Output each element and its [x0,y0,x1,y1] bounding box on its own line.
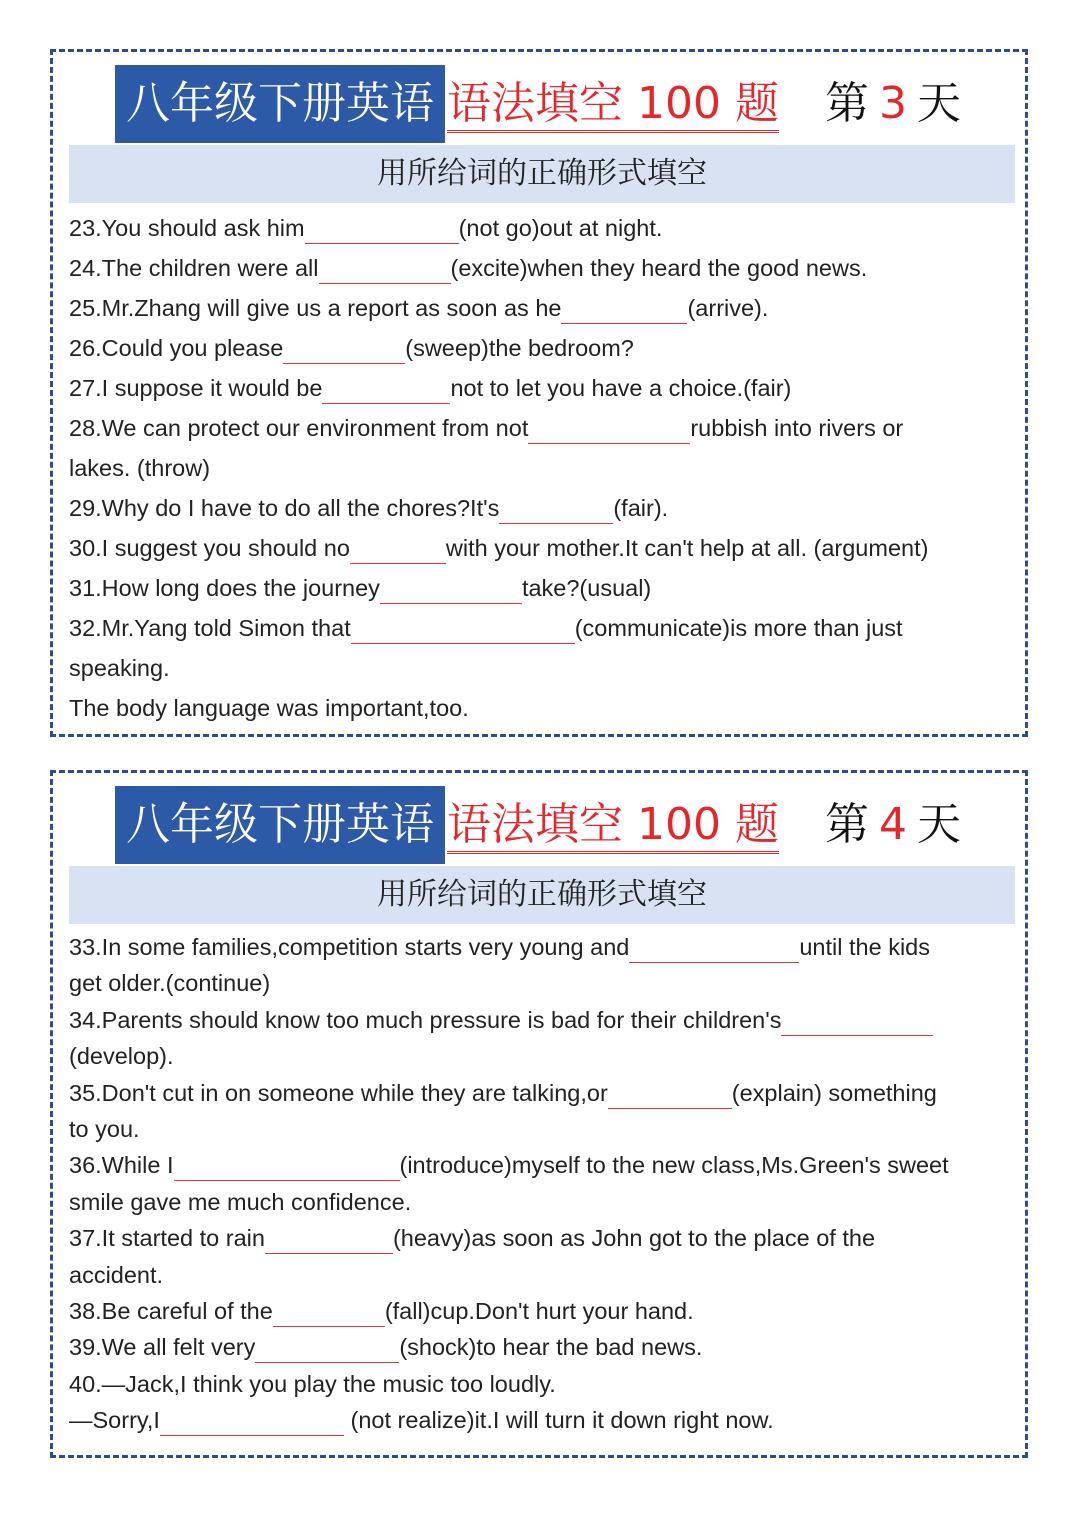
question-line: 32.Mr.Yang told Simon that (communicate)is more than just [69,608,1015,648]
question-line: —Sorry,I (not realize)it.I will turn it down right now. [69,1402,1015,1438]
answer-blank[interactable] [322,377,450,404]
question-line: (develop). [69,1043,174,1070]
title-blue: 八年级下册英语 [115,65,445,143]
answer-blank[interactable] [174,1154,400,1181]
question-line: 37.It started to rain (heavy)as soon as John got to the place of the [69,1220,1015,1256]
question-line: lakes. (throw) [69,455,211,481]
answer-blank[interactable] [499,497,613,524]
card-header [115,65,1015,143]
question-line: 28.We can protect our environment from not rubbish into rivers or [69,408,1015,448]
answer-blank[interactable] [608,1082,732,1109]
day-label: 第 4 天 [825,799,961,850]
instruction-banner: 用所给词的正确形式填空 [69,866,1015,924]
answer-blank[interactable] [265,1227,393,1254]
question-line: 26.Could you please (sweep)the bedroom? [69,328,1015,368]
question-line: 24.The children were all (excite)when they heard the good news. [69,248,1015,288]
answer-blank[interactable] [350,537,446,564]
title-blue: 八年级下册英语 [115,786,445,864]
question-line: speaking. [69,655,170,681]
title-red: 语法填空 100 题 [447,786,779,864]
question-line: to you. [69,1115,140,1142]
instruction-banner: 用所给词的正确形式填空 [69,145,1015,203]
question-line: 27.I suppose it would be not to let you have a choice.(fair) [69,368,1015,408]
answer-blank[interactable] [160,1409,344,1436]
question-line: The body language was important,too. [69,695,469,721]
question-line: 40.—Jack,I think you play the music too loudly. [69,1370,556,1397]
question-line: 33.In some families,competition starts very young and until the kids [69,929,1015,965]
question-line: 30.I suggest you should no with your mother.It can't help at all. (argument) [69,528,1015,568]
answer-blank[interactable] [781,1009,933,1036]
answer-blank[interactable] [273,1300,385,1327]
question-line: smile gave me much confidence. [69,1188,412,1215]
card-header [115,786,1015,864]
question-line: 25.Mr.Zhang will give us a report as soon as he (arrive). [69,288,1015,328]
question-line: 31.How long does the journey take?(usual) [69,568,1015,608]
answer-blank[interactable] [319,257,451,284]
answer-blank[interactable] [351,617,575,644]
answer-blank[interactable] [561,297,687,324]
answer-blank[interactable] [380,577,522,604]
question-line: 35.Don't cut in on someone while they are talking,or (explain) something [69,1075,1015,1111]
question-line: 23.You should ask him (not go)out at night. [69,208,1015,248]
day-number: 4 [879,799,907,850]
question-line: 39.We all felt very (shock)to hear the bad news. [69,1329,1015,1365]
question-line: 36.While I (introduce)myself to the new class,Ms.Green's sweet [69,1147,1015,1183]
answer-blank[interactable] [629,936,799,963]
answer-blank[interactable] [283,337,405,364]
day-number: 3 [879,78,907,129]
question-list [69,208,1015,728]
answer-blank[interactable] [528,417,690,444]
answer-blank[interactable] [305,217,459,244]
answer-blank[interactable] [255,1336,399,1363]
question-list [69,929,1015,1438]
question-line: accident. [69,1261,164,1288]
question-line: 38.Be careful of the (fall)cup.Don't hurt your hand. [69,1293,1015,1329]
day-label: 第 3 天 [825,78,961,129]
exercise-card-day-4 [50,770,1028,1458]
question-line: 29.Why do I have to do all the chores?It's (fair). [69,488,1015,528]
exercise-card-day-3 [50,49,1028,737]
title-red: 语法填空 100 题 [447,65,779,143]
question-line: get older.(continue) [69,970,271,997]
question-line: 34.Parents should know too much pressure is bad for their children's [69,1002,1015,1038]
